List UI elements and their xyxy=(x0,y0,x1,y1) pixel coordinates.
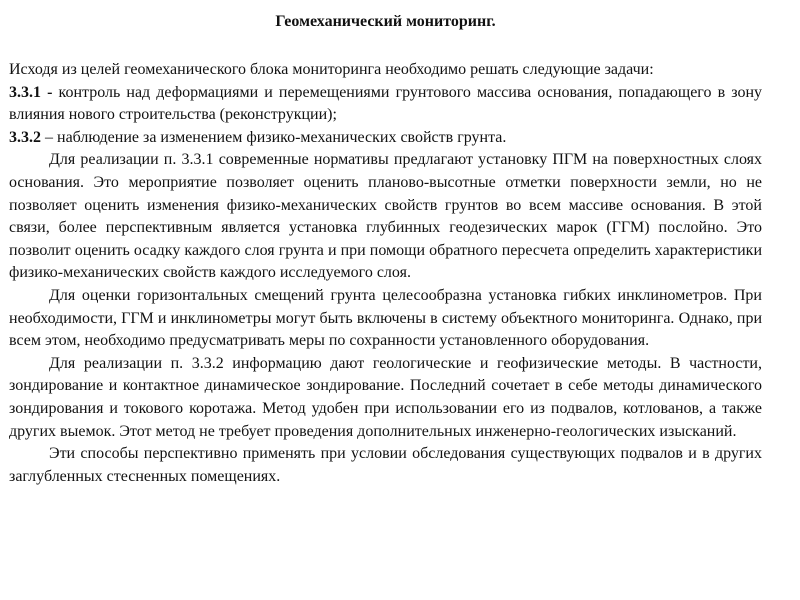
body-paragraph: Для реализации п. 3.3.2 информацию дают геологические и геофизические методы. В частности, зондирование и контактное динамическое зондирование. Последний сочетает в себе методы динамического зондирования и токового коротажа. Метод удобен при использовании его из подвалов, котлованов, а также других выемок. Этот метод не требует проведения дополнительных инженерно-геологических изысканий. xyxy=(9,354,762,440)
body-paragraph: Для оценки горизонтальных смещений грунта целесообразна установка гибких инклинометров. При необходимости, ГГМ и инклинометры могут быть включены в систему объектного мониторинга. Однако, при всем этом, необходимо предусматривать меры по сохранности установленного оборудования. xyxy=(9,286,762,350)
body-paragraph: Для реализации п. 3.3.1 современные нормативы предлагают установку ПГМ на поверхностных слоях основания. Это мероприятие позволяет оценить планово-высотные отметки поверхности земли, но не позволяет оценить изменения физико-механических свойств грунтов во всем массиве основания. В этой связи, более перспективным является установка глубинных геодезических марок (ГГМ) послойно. Это позволит оценить осадку каждого слоя грунта и при помощи обратного пересчета определить характеристики физико-механических свойств каждого исследуемого слоя. xyxy=(9,151,762,282)
task-number: 3.3.1 xyxy=(9,83,41,101)
document-body xyxy=(9,59,762,488)
intro-paragraph: Исходя из целей геомеханического блока мониторинга необходимо решать следующие задачи: xyxy=(9,61,654,78)
task-text: наблюдение за изменением физико-механических свойств грунта. xyxy=(57,128,507,146)
task-item-3-3-2 xyxy=(9,127,762,150)
task-text: контроль над деформациями и перемещениями грунтового массива основания, попадающего в зону влияния нового строительства (реконструкции); xyxy=(9,83,763,124)
task-item-3-3-1 xyxy=(9,82,762,127)
task-number: 3.3.2 xyxy=(9,128,41,146)
task-separator: - xyxy=(41,83,59,101)
body-paragraph: Эти способы перспективно применять при условии обследования существующих подвалов и в других заглубленных стесненных помещениях. xyxy=(9,445,762,485)
document-title: Геомеханический мониторинг. xyxy=(275,13,496,30)
task-separator: – xyxy=(41,128,57,146)
document-page xyxy=(9,12,762,488)
